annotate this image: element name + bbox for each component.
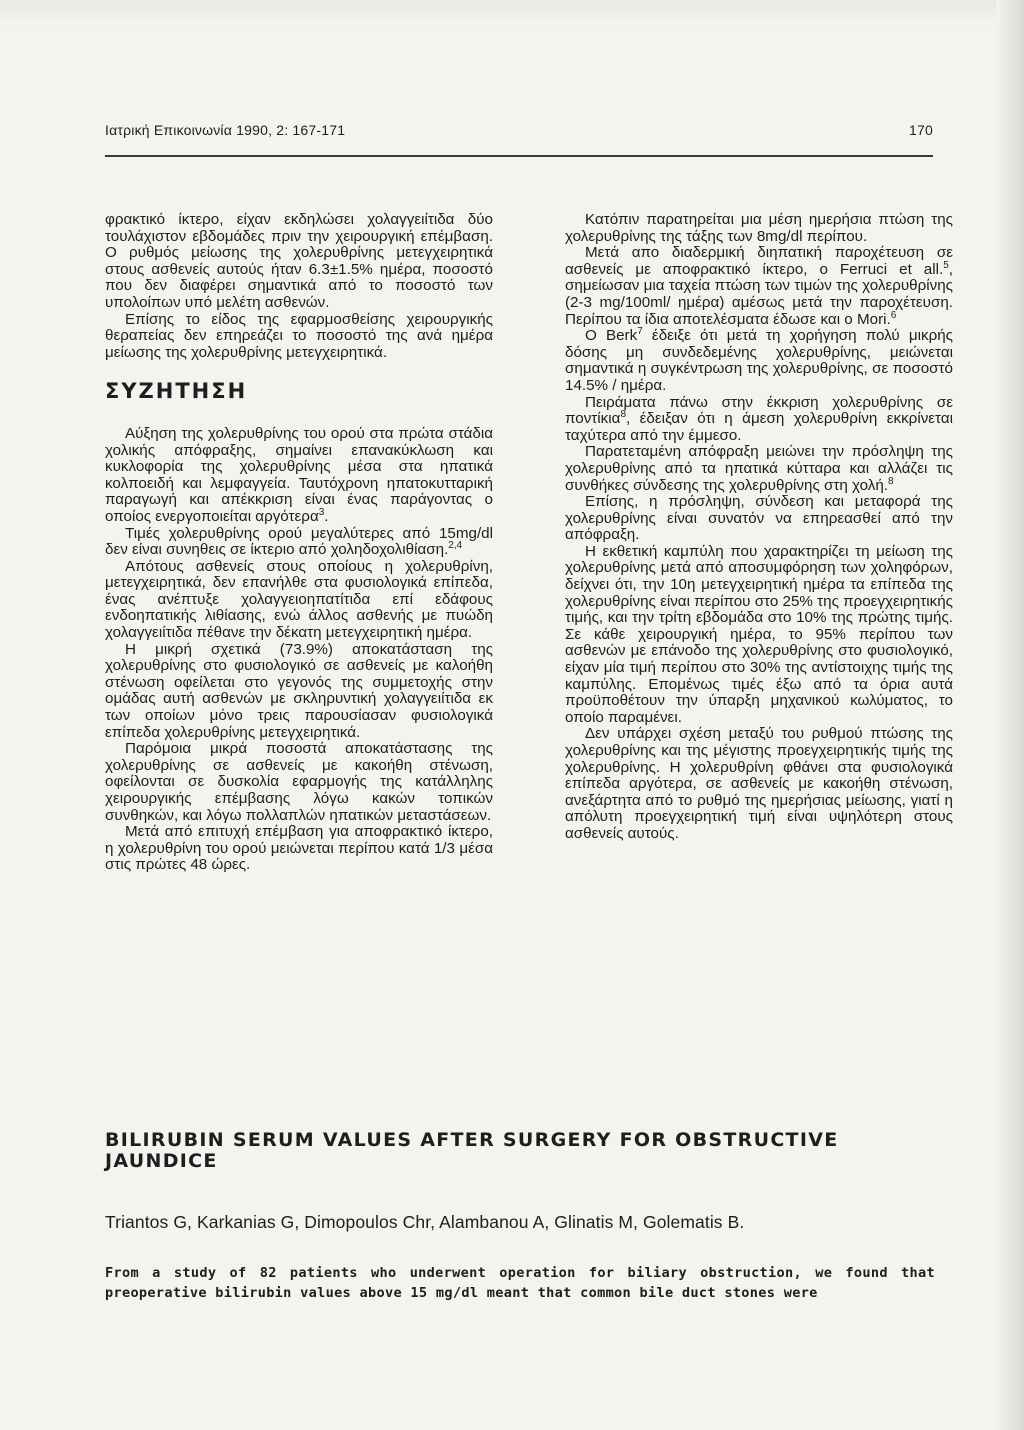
- paragraph-text: Αύξηση της χολερυθρίνης του ορού στα πρώτα στάδια χολικής απόφραξης, σημαίνει επανακύκλωση και κυκλοφορία της χολερυθρίνης μέσα στα ηπατικά κολποειδή και λεμφαγγεία. Ταυτόχρονη ηπατοκυτταρική παραγωγή και απέκκριση είναι ένας παράγοντας ο οποίος ενεργοποιείται αργότερα: [105, 424, 493, 525]
- page-number: 170: [909, 122, 933, 138]
- paragraph: Μετά από επιτυχή επέμβαση για αποφρακτικό ίκτερο, η χολερυθρίνη του ορού μειώνεται περίπου κατά 1/3 μέσα στις πρώτες 48 ώρες.: [105, 823, 493, 874]
- paragraph: [105, 526, 493, 559]
- paragraph: [565, 245, 953, 328]
- citation-ref: 5: [943, 259, 949, 271]
- paragraph: Δεν υπάρχει σχέση μεταξύ του ρυθμού πτώσης της χολερυθρίνης και της μέγιστης προεγχειρητικής τιμής της χολερυθρίνης. Η χολερυθρίνη φθάνει στα φυσιολογικά επίπεδα αργότερα, σε ασθενείς με κακοήθη στένωση, ανεξάρτητα από το ρυθμό της ημερήσιας μείωσης, γιατί η απόλυτη προεγχειρητική τιμή είναι υψηλότερη στους ασθενείς αυτούς.: [565, 725, 953, 842]
- scan-shadow-right: [996, 0, 1024, 1430]
- paragraph: Η εκθετική καμπύλη που χαρακτηρίζει τη μείωση της χολερυθρίνης μετά από αποσυμφόρηση των χοληφόρων, δείχνει ότι, την 10η μετεγχειρητική ημέρα τα επίπεδα της χολερυθρίνης είναι περίπου στο 25% της προεγχειρητικής τιμής, και την τρίτη εβδομάδα στο 10% της πρώτης τιμής. Σε κάθε χειρουργική ημέρα, το 95% περίπου των ασθενών με επάνοδο της χολερυθρίνης στο φυσιολογικό, είχαν μία τιμή περίπου στο 30% της αντίστοιχης τιμής της καμπύλης. Επομένως τιμές έξω από τα όρια αυτά προϋποθέτουν την ύπαρξη μηχανικού κωλύματος, το οποίο παραμένει.: [565, 542, 953, 726]
- citation-ref: 2,4: [448, 540, 463, 552]
- paragraph: Επίσης, η πρόσληψη, σύνδεση και μεταφορά της χολερυθρίνης είναι συνατόν να επηρεασθεί από την απόφραξη.: [565, 493, 953, 544]
- paragraph-text: Παρατεταμένη απόφραξη μειώνει την πρόσληψη της χολερυθρίνης από τα ηπατικά κύτταρα και αλλάζει τις συνθήκες σύνδεσης της χολερυθρίνης στη χολή.: [565, 443, 953, 494]
- paragraph-text: , σημείωσαν μια ταχεία πτώση των τιμών της χολερυθρίνης (2-3 mg/100ml/ ημέρα) αμέσως μετά την παροχέτευση. Περίπου τα ίδια αποτελέσματα έδωσε και ο Mori.: [565, 260, 953, 328]
- english-abstract: From a study of 82 patients who underwent operation for biliary obstruction, we found that preoperative bilirubin values above 15 mg/dl meant that common bile duct stones were: [105, 1265, 935, 1301]
- paragraph: [565, 395, 953, 445]
- citation-ref: 7: [637, 326, 643, 338]
- left-column: [105, 212, 493, 1092]
- paragraph: Κατόπιν παρατηρείται μια μέση ημερήσια πτώση της χολερυθρίνης της τάξης των 8mg/dl περίπου.: [565, 211, 953, 245]
- paragraph: φρακτικό ίκτερο, είχαν εκδηλώσει χολαγγειίτιδα δύο τουλάχιστον εβδομάδες πριν την χειρουργική επέμβαση. Ο ρυθμός μείωσης της χολερυθρίνης μετεγχειρητικά στους ασθενείς αυτούς ήταν 6.3±1.5% ημέρα, ποσοστό που δεν διαφέρει σημαντικά από το ποσοστό των υπολοίπων υπό μελέτη ασθενών.: [105, 211, 493, 311]
- paragraph: Απότους ασθενείς στους οποίους η χολερυθρίνη, μετεγχειρητικά, δεν επανήλθε στα φυσιολογικά επίπεδα, ένας ανέπτυξε χολαγγειοηπατίτιδα επί εδάφους ενδοηπατικής λιθίασης, ενώ άλλος ασθενής με πυώδη χολαγγειίτιδα πέθανε την δέκατη μετεγχειρητική ημέρα.: [105, 557, 493, 642]
- paragraph-text: έδειξε ότι μετά τη χορήγηση πολύ μικρής δόσης μη συνδεδεμένης χολερυθρίνης, μειώνεται σημαντικά η συγκέντρωση της χολερυθρίνης, σε ποσοστό 14.5% / ημέρα.: [565, 327, 953, 394]
- paragraph-text: Τιμές χολερυθρίνης ορού μεγαλύτερες από 15mg/dl δεν είναι συνηθεις σε ίκτεριο από χοληδοχολιθίαση.: [105, 524, 493, 559]
- scan-shadow-top: [0, 0, 1024, 26]
- citation-ref: 6: [890, 309, 897, 321]
- citation-ref: 8: [620, 409, 626, 421]
- paragraph-text: , έδειξαν ότι η άμεση χολερυθρίνη εκκρίνεται ταχύτερα από την έμμεσο.: [565, 410, 953, 444]
- citation-ref: 3: [318, 506, 325, 518]
- paragraph: [565, 444, 953, 494]
- header-rule: [105, 155, 933, 157]
- author-list: Triantos G, Karkanias G, Dimopoulos Chr, Alambanou A, Glinatis M, Golematis B.: [105, 1212, 745, 1232]
- paragraph-text: Πειράματα πάνω στην έκκριση χολερυθρίνης σε ποντίκια: [565, 393, 953, 428]
- citation-ref: 8: [888, 475, 894, 487]
- running-header: [105, 122, 933, 142]
- paragraph-text: Μετά απο διαδερμική διηπατική παροχέτευση σε ασθενείς με αποφρακτικό ίκτερο, ο Ferruci et all.: [565, 244, 953, 278]
- paragraph: [565, 328, 953, 394]
- paragraph: Αύξηση της χολερυθρίνης του ορού στα πρώτα στάδια χολικής απόφραξης, σημαίνει επανακύκλωση και κυκλοφορία της χολερυθρίνης μέσα στα ηπατικά κολποειδή και λεμφαγγεία. Ταυτόχρονη ηπατοκυτταρική παραγωγή και απέκκριση είναι ένας παράγοντας ο οποίος ενεργοποιείται αργότερα$^3$.: [105, 424, 493, 525]
- paragraph-text: Ο Berk: [585, 327, 638, 345]
- paragraph: Παρόμοια μικρά ποσοστά αποκατάστασης της χολερυθρίνης σε ασθενείς με κακοήθη στένωση, οφείλονται σε δυσκολία εφαρμογής της κατάλληλης χειρουργικής επέμβασης λόγω κακών τοπικών συνθηκών, και λόγω πολλαπλών ηπατικών μεταστάσεων.: [105, 740, 493, 824]
- paragraph: Επίσης το είδος της εφαρμοσθείσης χειρουργικής θεραπείας δεν επηρεάζει το ποσοστό της ανά ημέρα μείωσης της χολερυθρίνης μετεγχειρητικά.: [105, 310, 493, 361]
- right-column: [565, 212, 953, 1132]
- english-title: BILIRUBIN SERUM VALUES AFTER SURGERY FOR OBSTRUCTIVE JAUNDICE: [105, 1129, 839, 1172]
- journal-citation: Ιατρική Επικοινωνία 1990, 2: 167-171: [105, 122, 346, 138]
- paragraph: Η μικρή σχετικά (73.9%) αποκατάσταση της χολερυθρίνης στο φυσιολογικό σε ασθενείς με καλοήθη στένωση οφείλεται στο γεγονός της συμμετοχής στην ομάδας αυτή ασθενών με σκληρυντική χολαγγειίτιδα εκ των οποίων μόνο τρεις παρουσίασαν φυσιολογικά επίπεδα χολερυθρίνης μετεγχειρητικά.: [105, 640, 493, 741]
- section-heading: ΣΥΖΗΤΗΣΗ: [105, 379, 248, 404]
